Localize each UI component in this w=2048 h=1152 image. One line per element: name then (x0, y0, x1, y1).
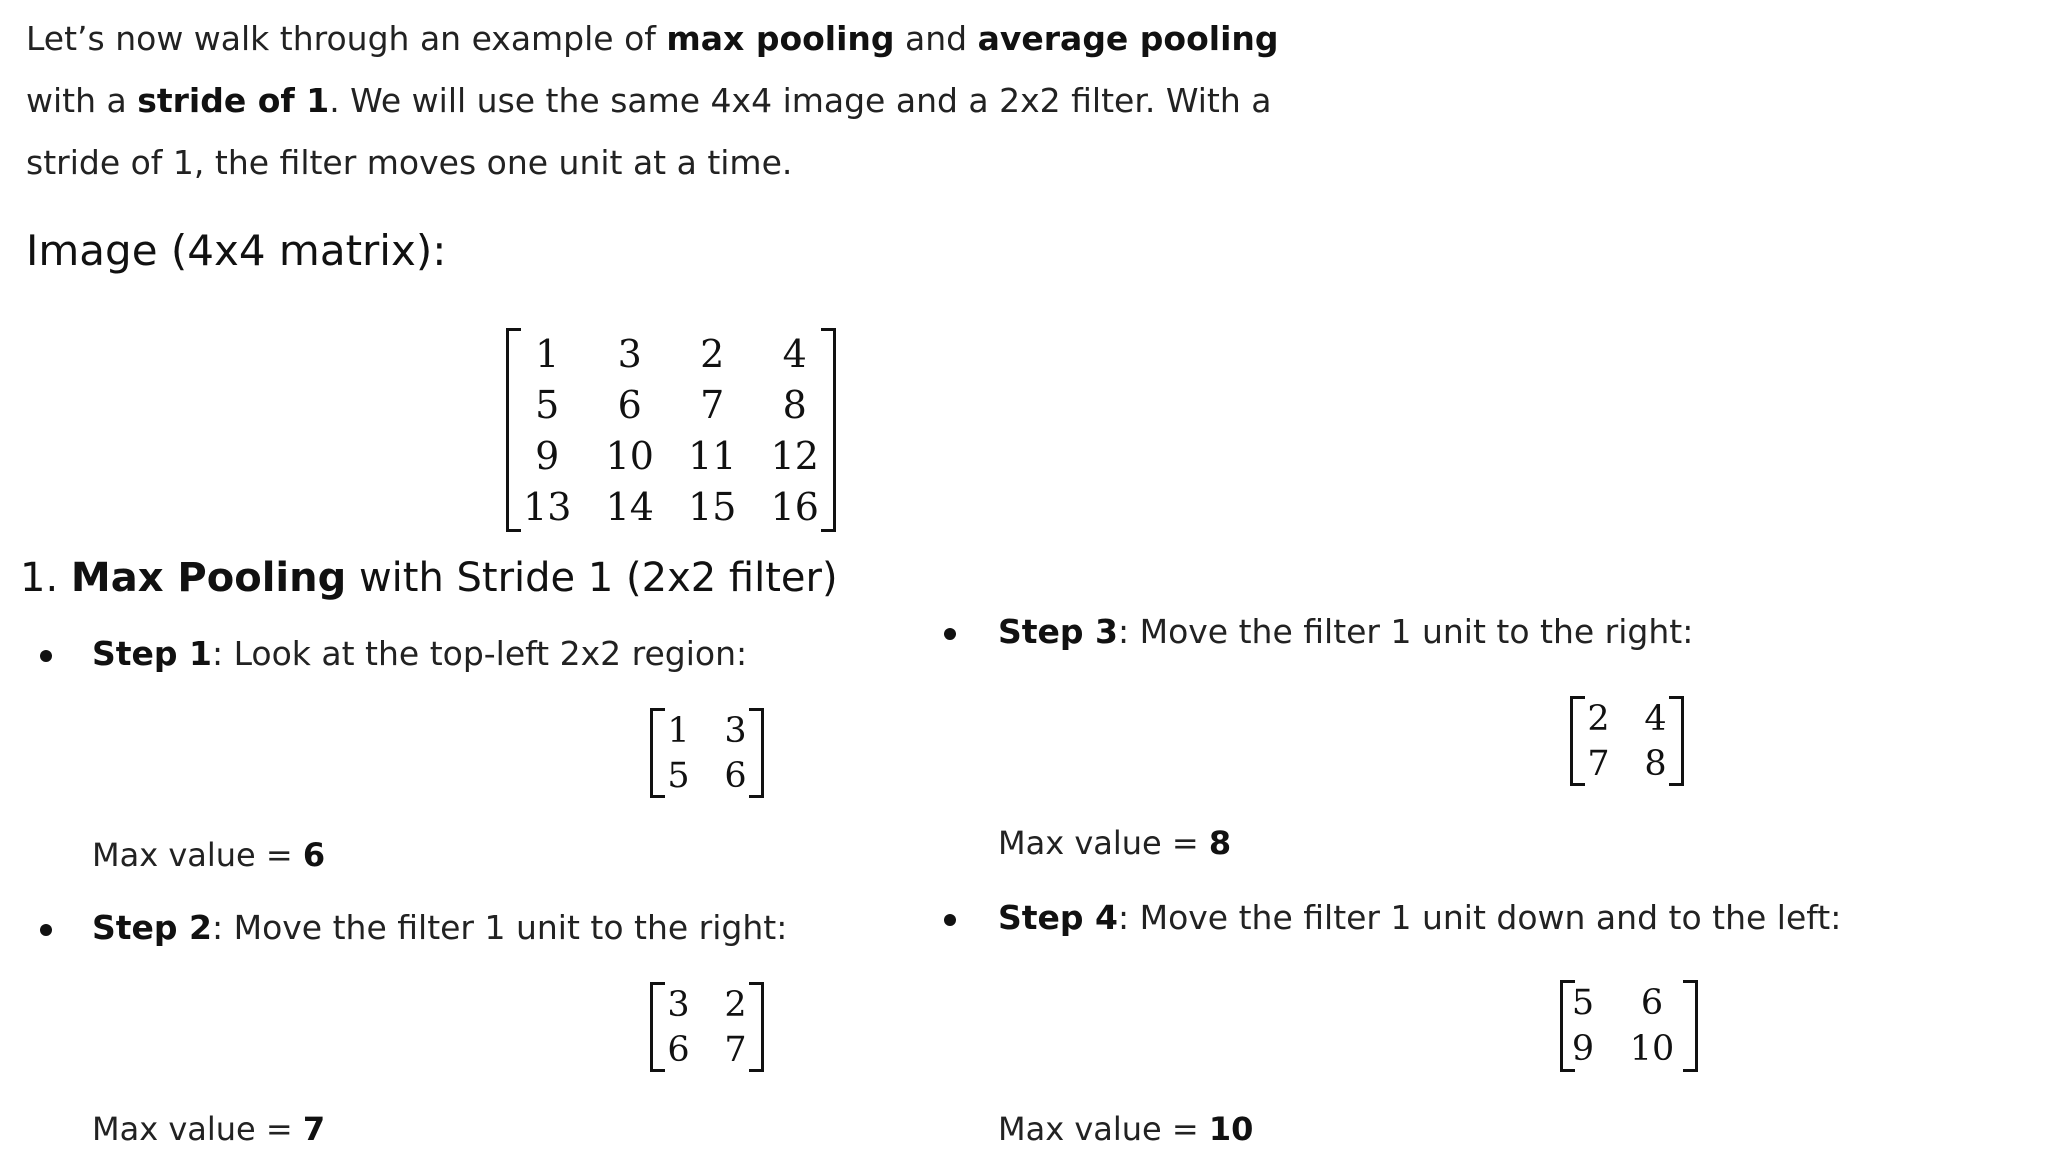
max-value-label: Max value = (92, 836, 303, 874)
intro-bold-stride: stride of 1 (137, 81, 330, 120)
matrix-cell: 7 (700, 382, 725, 427)
step-3-text (998, 612, 1693, 651)
max-value-number: 8 (1208, 824, 1232, 862)
matrix-row (650, 753, 764, 798)
step-1-text (92, 634, 747, 673)
step-3-label: Step 3 (998, 612, 1118, 651)
intro-text-1: Let’s now walk through an example of (26, 19, 667, 58)
image-matrix-grid (506, 328, 836, 532)
bullet-icon (40, 650, 52, 662)
matrix-cell: 3 (724, 710, 747, 751)
matrix-cell: 4 (782, 331, 807, 376)
matrix-cell: 10 (605, 433, 654, 478)
step-4-matrix (1560, 980, 1698, 1072)
matrix-row (1570, 741, 1684, 786)
matrix-row (1560, 980, 1698, 1026)
bullet-icon (944, 628, 956, 640)
step-4-desc: : Move the filter 1 unit down and to the left: (1118, 898, 1842, 937)
bullet-icon (40, 924, 52, 936)
step-4-label: Step 4 (998, 898, 1118, 937)
step-2-max-value (92, 1110, 325, 1148)
matrix-cell: 6 (667, 1029, 690, 1070)
bullet-icon (944, 914, 956, 926)
step-4-max-value (998, 1110, 1253, 1148)
matrix-cell: 14 (605, 484, 654, 529)
matrix-cell: 1 (667, 710, 690, 751)
matrix-cell: 10 (1629, 1029, 1675, 1069)
matrix-cell: 4 (1644, 698, 1667, 739)
matrix-cell: 2 (724, 984, 747, 1025)
matrix-cell: 9 (535, 433, 560, 478)
image-matrix (506, 328, 836, 532)
step-2-label: Step 2 (92, 908, 212, 947)
step-1-matrix (650, 708, 764, 798)
matrix-row (650, 708, 764, 753)
matrix-row (506, 379, 836, 430)
step-3-matrix-grid (1570, 696, 1684, 786)
matrix-cell: 9 (1571, 1029, 1595, 1069)
heading-number: 1. (20, 555, 71, 601)
matrix-cell: 16 (770, 484, 819, 529)
matrix-cell: 13 (523, 484, 572, 529)
max-value-label: Max value = (998, 824, 1209, 862)
max-value-number: 6 (302, 836, 326, 874)
step-2-desc: : Move the filter 1 unit to the right: (212, 908, 788, 947)
max-value-number: 10 (1208, 1110, 1254, 1148)
matrix-cell: 11 (688, 433, 737, 478)
intro-bold-average-pooling: average pooling (977, 19, 1279, 58)
intro-text-3: with a (26, 81, 138, 120)
heading-bold: Max Pooling (70, 555, 347, 601)
matrix-cell: 8 (1644, 743, 1667, 784)
step-4-matrix-grid (1560, 980, 1698, 1072)
matrix-row (650, 982, 764, 1027)
matrix-cell: 2 (1587, 698, 1610, 739)
matrix-cell: 3 (617, 331, 642, 376)
matrix-cell: 2 (700, 331, 725, 376)
intro-text-4: . We will use the same 4x4 image and a 2x2 filter. With a stride of 1, the filter moves one unit at a time. (26, 81, 1272, 182)
matrix-cell: 6 (617, 382, 642, 427)
max-value-number: 7 (302, 1110, 326, 1148)
matrix-cell: 5 (1571, 983, 1595, 1023)
image-heading: Image (4x4 matrix): (26, 226, 447, 275)
matrix-cell: 1 (535, 331, 560, 376)
intro-bold-max-pooling: max pooling (666, 19, 895, 58)
matrix-row (506, 328, 836, 379)
matrix-cell: 6 (724, 755, 747, 796)
matrix-cell: 5 (535, 382, 560, 427)
matrix-row (506, 481, 836, 532)
step-2-text (92, 908, 787, 947)
matrix-cell: 6 (1640, 983, 1664, 1023)
matrix-cell: 3 (667, 984, 690, 1025)
heading-rest: with Stride 1 (2x2 filter) (346, 555, 838, 601)
step-3-matrix (1570, 696, 1684, 786)
step-2-matrix (650, 982, 764, 1072)
matrix-cell: 12 (770, 433, 819, 478)
step-3-max-value (998, 824, 1231, 862)
matrix-cell: 15 (688, 484, 737, 529)
step-1-desc: : Look at the top-left 2x2 region: (212, 634, 748, 673)
max-pooling-heading (20, 555, 838, 601)
matrix-cell: 7 (724, 1029, 747, 1070)
step-1-label: Step 1 (92, 634, 212, 673)
matrix-row (1570, 696, 1684, 741)
matrix-row (1560, 1026, 1698, 1072)
max-value-label: Max value = (92, 1110, 303, 1148)
step-2-matrix-grid (650, 982, 764, 1072)
matrix-row (506, 430, 836, 481)
matrix-cell: 5 (667, 755, 690, 796)
matrix-row (650, 1027, 764, 1072)
step-4-text (998, 898, 1841, 937)
intro-paragraph (26, 8, 1346, 194)
step-1-matrix-grid (650, 708, 764, 798)
matrix-cell: 8 (782, 382, 807, 427)
intro-text-2: and (894, 19, 978, 58)
step-3-desc: : Move the filter 1 unit to the right: (1118, 612, 1694, 651)
max-value-label: Max value = (998, 1110, 1209, 1148)
step-1-max-value (92, 836, 325, 874)
matrix-cell: 7 (1587, 743, 1610, 784)
